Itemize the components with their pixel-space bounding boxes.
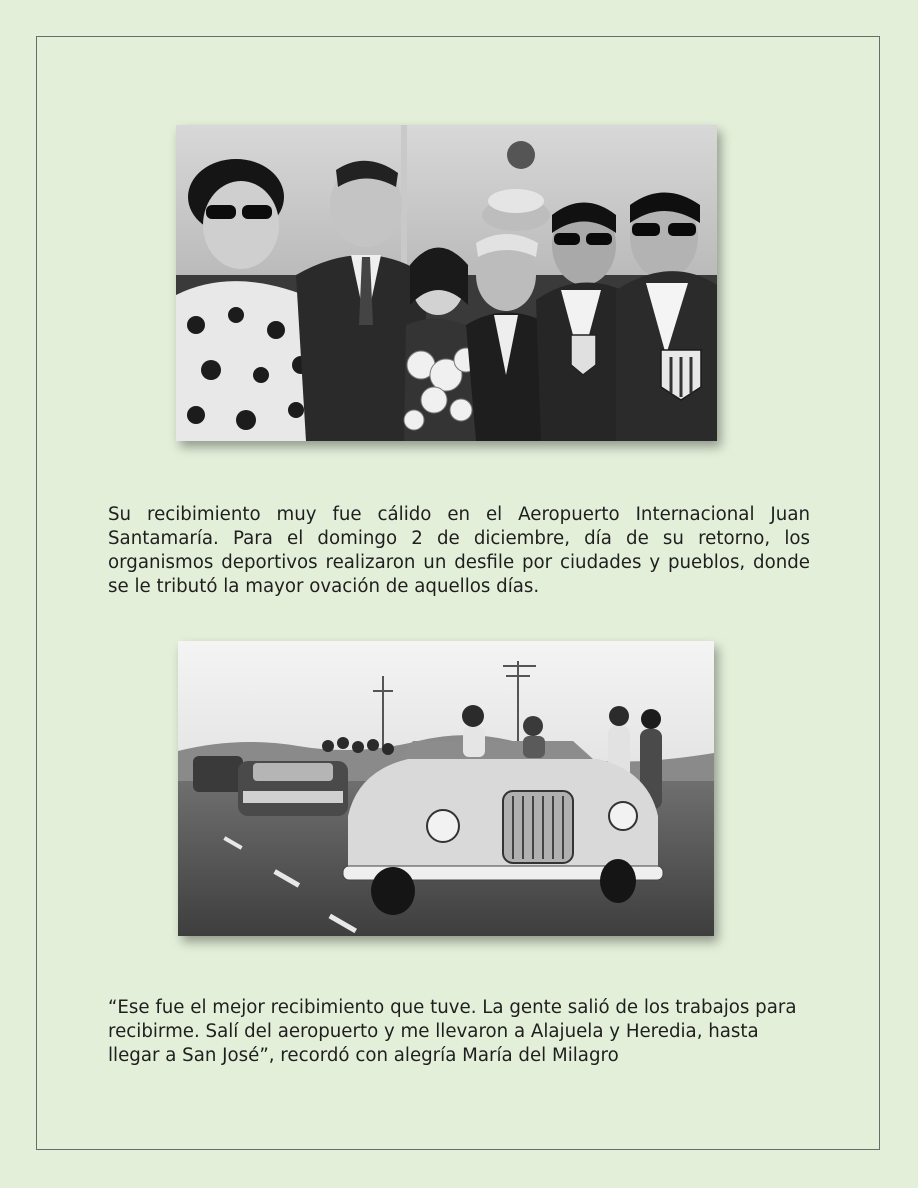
airport-welcome-illustration <box>176 125 717 441</box>
quote-paragraph: “Ese fue el mejor recibimiento que tuve. La gente salió de los trabajos para recibirme. Salí del aeropuerto y me llevaron a Alajuela y Heredia, hasta llegar a San José”, recordó con alegría María del Milagro <box>108 997 797 1066</box>
parade-car-photo <box>178 641 714 936</box>
parade-car-illustration <box>178 641 714 936</box>
reception-paragraph: Su recibimiento muy fue cálido en el Aeropuerto Internacional Juan Santamaría. Para el domingo 2 de diciembre, día de su retorno, los organismos deportivos realizaron un desfile por ciudades y pueblos, donde se le tributó la mayor ovación de aquellos días. <box>108 504 810 597</box>
airport-welcome-photo <box>176 125 717 441</box>
